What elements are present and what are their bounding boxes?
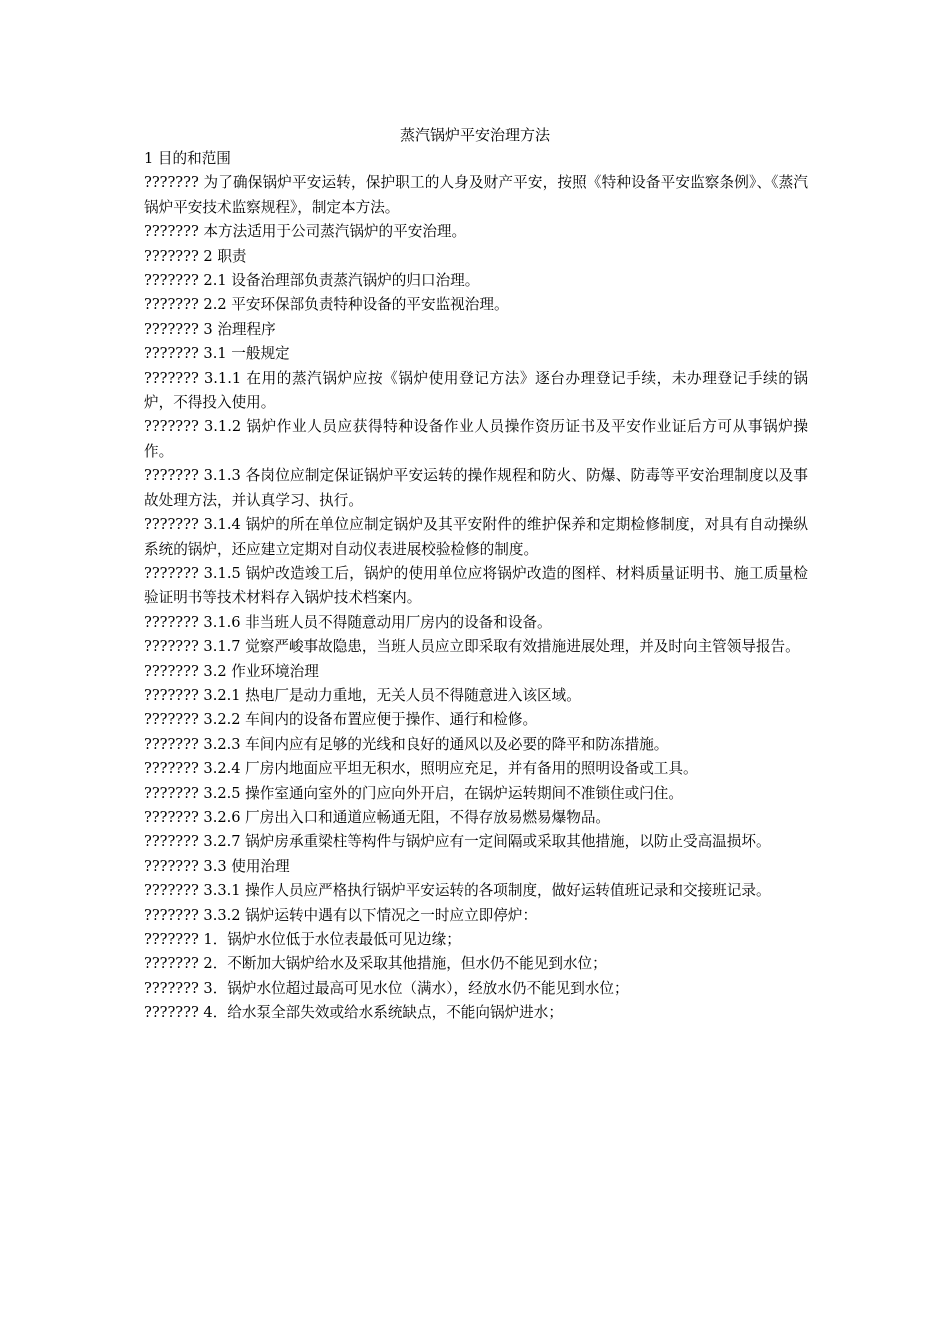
- paragraph-3-2-7: ??????? 3.2.7 锅炉房承重梁柱等构件与锅炉应有一定间隔或采取其他措施，以防止受高温损坏。: [144, 833, 771, 851]
- paragraph-3-1-5: ??????? 3.1.5 锅炉改造竣工后，锅炉的使用单位应将锅炉改造的图样、材料质量证明书、施工质量检验证明书等技术材料存入锅炉技术档案内。: [144, 564, 808, 607]
- document-body: [144, 147, 808, 1026]
- paragraph-scope: ??????? 本方法适用于公司蒸汽锅炉的平安治理。: [144, 223, 467, 241]
- paragraph-3-3-2: ??????? 3.3.2 锅炉运转中遇有以下情况之一时应立即停炉：: [144, 906, 538, 924]
- paragraph-3-1-6: ??????? 3.1.6 非当班人员不得随意动用厂房内的设备和设备。: [144, 613, 552, 631]
- subsection-heading-3-2: ??????? 3.2 作业环境治理: [144, 662, 319, 680]
- paragraph-3-1-7: ??????? 3.1.7 觉察严峻事故隐患，当班人员应立即采取有效措施进展处理，并及时向主管领导报告。: [144, 638, 800, 656]
- paragraph-3-2-3: ??????? 3.2.3 车间内应有足够的光线和良好的通风以及必要的降平和防冻措施。: [144, 735, 669, 753]
- paragraph-3-2-1: ??????? 3.2.1 热电厂是动力重地，无关人员不得随意进入该区域。: [144, 686, 581, 704]
- paragraph-3-1-2: ??????? 3.1.2 锅炉作业人员应获得特种设备作业人员操作资历证书及平安作业证后方可从事锅炉操作。: [144, 418, 808, 460]
- section-heading-duties: ??????? 2 职责: [144, 247, 247, 265]
- paragraph-2-2: ??????? 2.2 平安环保部负责特种设备的平安监视治理。: [144, 296, 509, 314]
- paragraph-3-2-6: ??????? 3.2.6 厂房出入口和通道应畅通无阻，不得存放易燃易爆物品。: [144, 808, 611, 826]
- paragraph-3-2-4: ??????? 3.2.4 厂房内地面应平坦无积水，照明应充足，并有备用的照明设备或工具。: [144, 760, 698, 778]
- subsection-heading-3-1: ??????? 3.1 一般规定: [144, 345, 290, 363]
- list-item-2: ??????? 2．不断加大锅炉给水及采取其他措施，但水仍不能见到水位；: [144, 955, 607, 973]
- list-item-4: ??????? 4．给水泵全部失效或给水系统缺点，不能向锅炉进水；: [144, 1004, 563, 1022]
- list-item-1: ??????? 1．锅炉水位低于水位表最低可见边缘；: [144, 931, 461, 948]
- paragraph-3-1-3: ??????? 3.1.3 各岗位应制定保证锅炉平安运转的操作规程和防火、防爆、防毒等平安治理制度以及事故处理方法，并认真学习、执行。: [144, 467, 808, 509]
- paragraph-3-1-4: ??????? 3.1.4 锅炉的所在单位应制定锅炉及其平安附件的维护保养和定期检修制度，对具有自动操纵系统的锅炉，还应建立定期对自动仪表进展校验检修的制度。: [144, 516, 808, 558]
- paragraph-2-1: ??????? 2.1 设备治理部负责蒸汽锅炉的归口治理。: [144, 272, 480, 290]
- subsection-heading-3-3: ??????? 3.3 使用治理: [144, 857, 290, 875]
- document-title: 蒸汽锅炉平安治理方法: [399, 126, 550, 144]
- paragraph-3-1-1: ??????? 3.1.1 在用的蒸汽锅炉应按《锅炉使用登记方法》逐台办理登记手续，未办理登记手续的锅炉，不得投入使用。: [144, 369, 808, 412]
- section-heading-procedure: ??????? 3 治理程序: [144, 320, 276, 338]
- paragraph-3-3-1: ??????? 3.3.1 操作人员应严格执行锅炉平安运转的各项制度，做好运转值班记录和交接班记录。: [144, 882, 771, 900]
- list-item-3: ??????? 3．锅炉水位超过最高可见水位（满水），经放水仍不能见到水位；: [144, 979, 629, 997]
- paragraph-3-2-5: ??????? 3.2.5 操作室通向室外的门应向外开启，在锅炉运转期间不准锁住或闩住。: [144, 784, 683, 802]
- section-heading-purpose: 1 目的和范围: [144, 150, 231, 167]
- paragraph-purpose: ??????? 为了确保锅炉平安运转，保护职工的人身及财产平安，按照《特种设备平安监察条例》、《蒸汽锅炉平安技术监察规程》，制定本方法。: [144, 174, 808, 216]
- paragraph-3-2-2: ??????? 3.2.2 车间内的设备布置应便于操作、通行和检修。: [144, 711, 538, 729]
